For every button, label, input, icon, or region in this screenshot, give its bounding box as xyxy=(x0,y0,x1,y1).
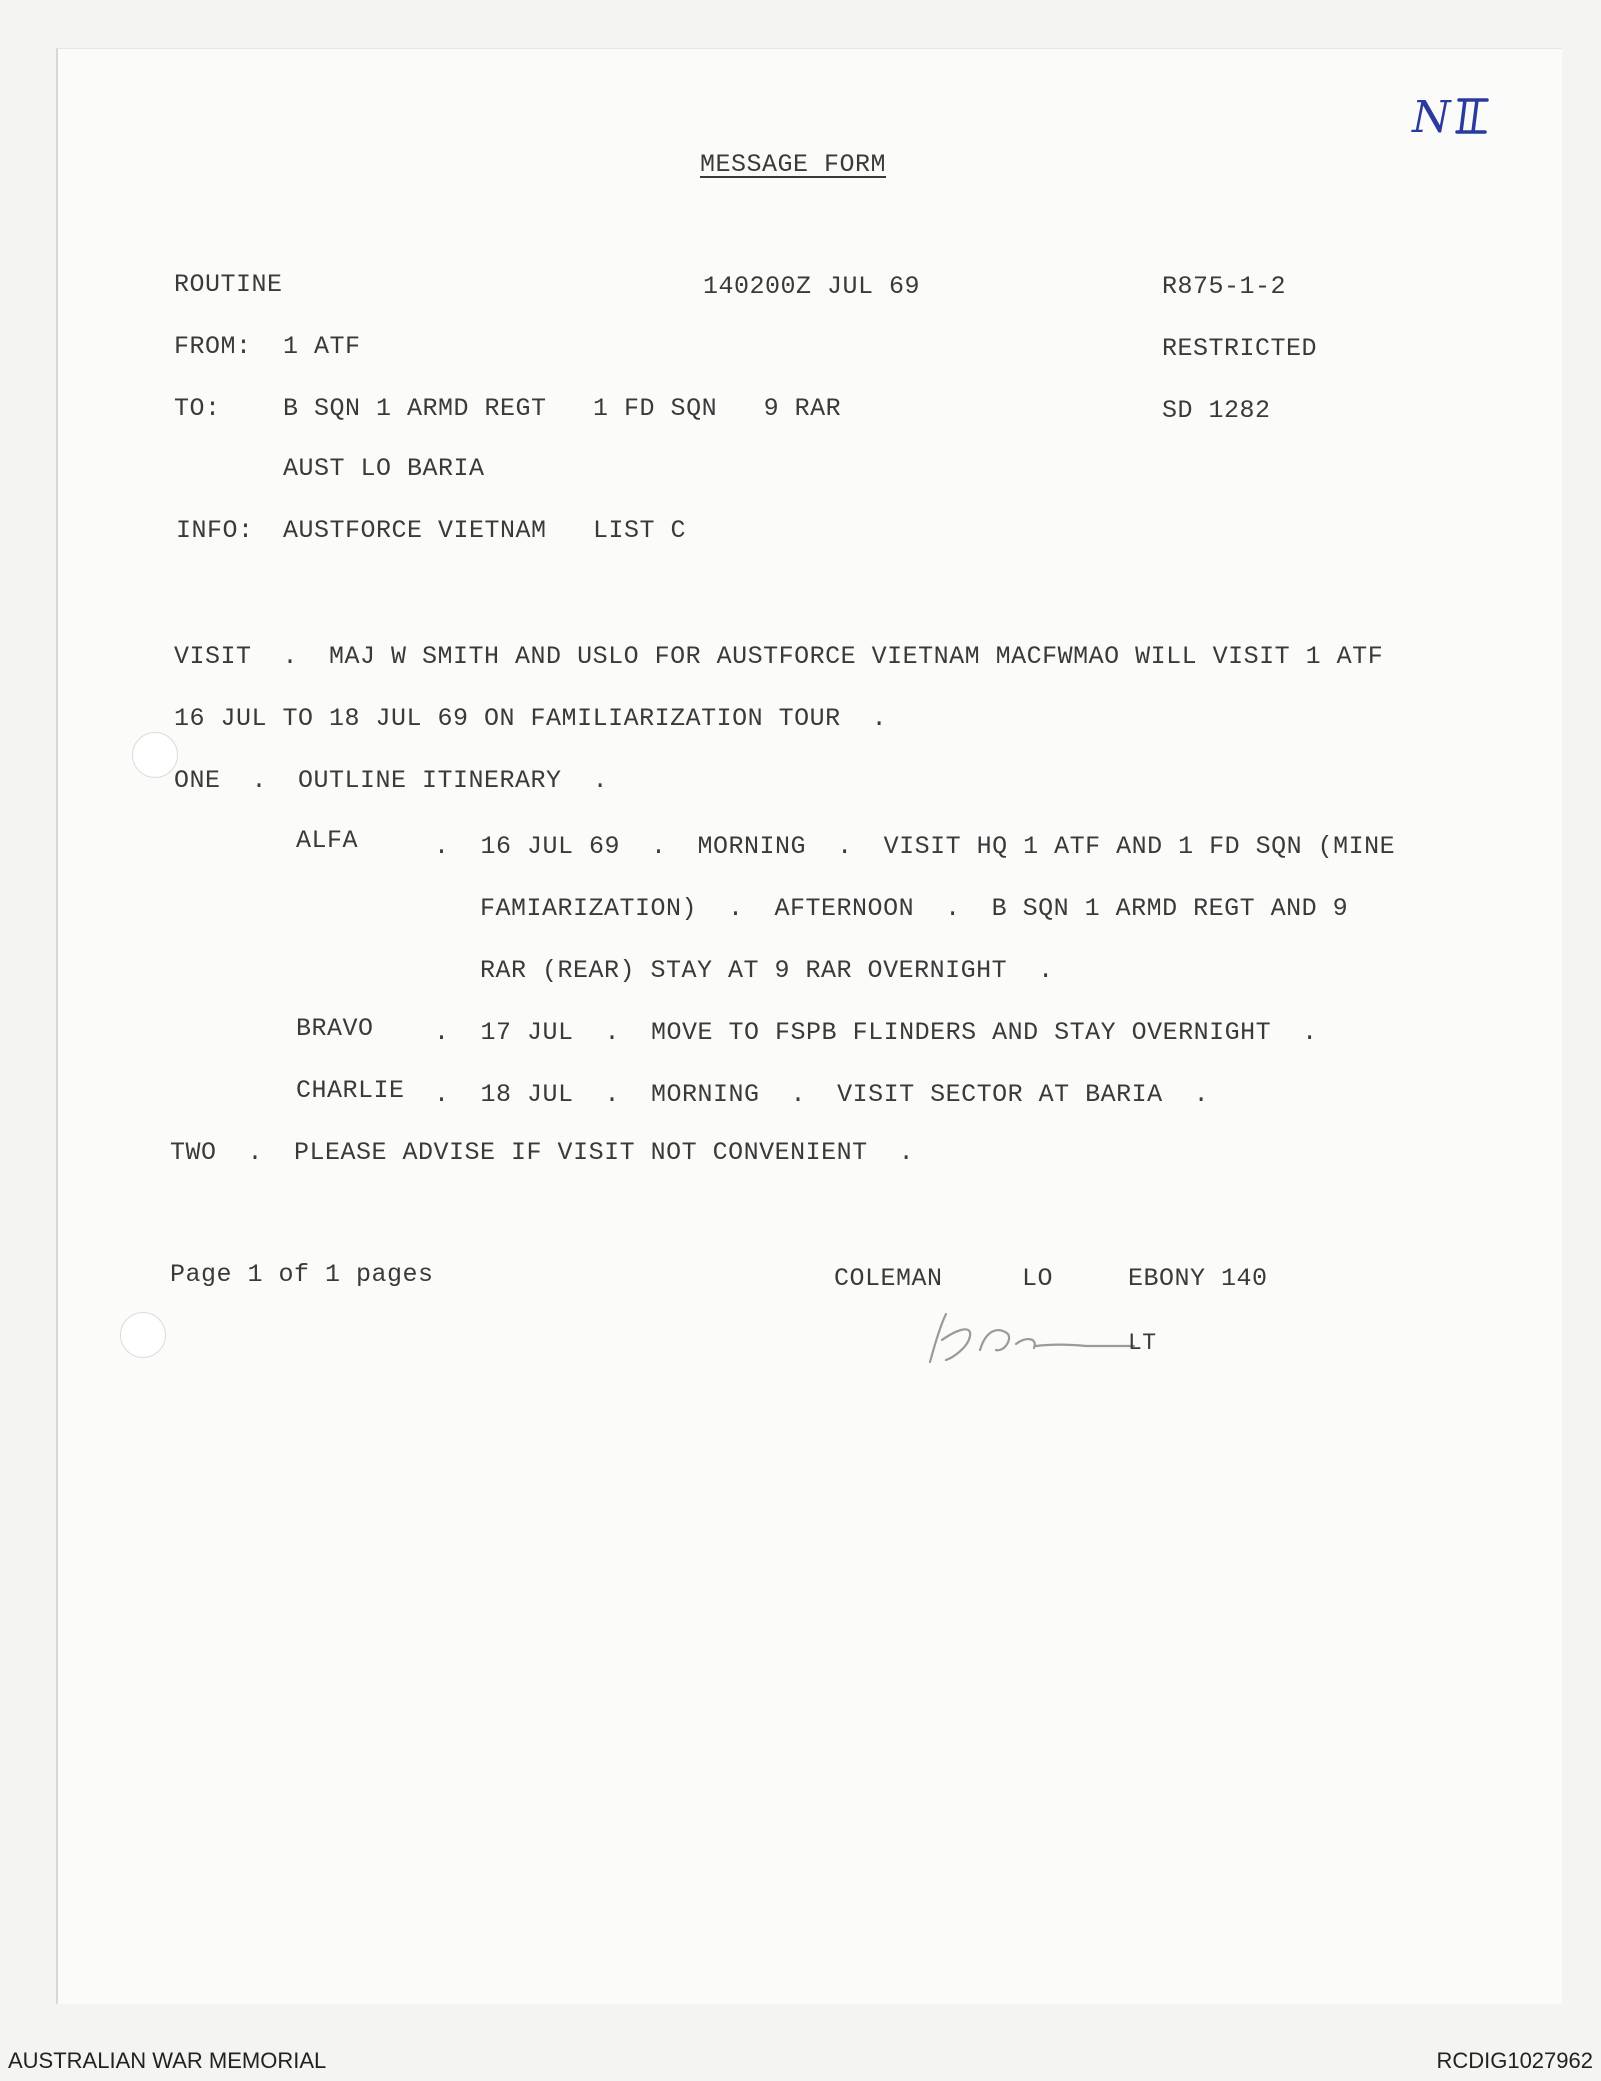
date-time-group: 140200Z JUL 69 xyxy=(703,272,921,301)
footer-reference-id: RCDIG1027962 xyxy=(1436,2048,1593,2073)
file-reference: R875-1-2 xyxy=(1162,272,1287,301)
bravo-label: BRAVO xyxy=(296,1014,374,1043)
from-value: 1 ATF xyxy=(283,332,361,361)
handwritten-annotation xyxy=(1412,92,1491,143)
alfa-line-2: FAMIARIZATION) . AFTERNOON . B SQN 1 ARMD REGT AND 9 xyxy=(480,894,1349,923)
precedence: ROUTINE xyxy=(174,270,283,299)
handwritten-signature xyxy=(916,1300,1156,1380)
to-addressees-line-1: B SQN 1 ARMD REGT 1 FD SQN 9 RAR xyxy=(283,394,842,423)
to-addressees-line-2: AUST LO BARIA xyxy=(283,454,485,483)
classification: RESTRICTED xyxy=(1162,334,1318,363)
bravo-line: . 17 JUL . MOVE TO FSPB FLINDERS AND STAY OVERNIGHT . xyxy=(434,1018,1318,1047)
info-addressees: AUSTFORCE VIETNAM LIST C xyxy=(283,516,687,545)
visit-line-2: 16 JUL TO 18 JUL 69 ON FAMILIARIZATION TOUR . xyxy=(174,704,888,733)
page-count: Page 1 of 1 pages xyxy=(170,1260,434,1289)
footer-archive-name: AUSTRALIAN WAR MEMORIAL xyxy=(8,2048,327,2073)
to-label: TO: xyxy=(174,394,221,423)
originator-telephone: EBONY 140 xyxy=(1128,1264,1268,1293)
charlie-line: . 18 JUL . MORNING . VISIT SECTOR AT BARIA . xyxy=(434,1080,1210,1109)
originator-role: LO xyxy=(1022,1264,1054,1293)
visit-line-1: VISIT . MAJ W SMITH AND USLO FOR AUSTFORCE VIETNAM MACFWMAO WILL VISIT 1 ATF xyxy=(174,642,1384,671)
punch-hole-top xyxy=(132,732,178,778)
form-title: MESSAGE FORM xyxy=(700,150,887,179)
handwritten-numeral-icon xyxy=(1455,94,1491,138)
from-label: FROM: xyxy=(174,332,252,361)
para-two: TWO . PLEASE ADVISE IF VISIT NOT CONVENIENT . xyxy=(170,1138,915,1167)
alfa-line-1: . 16 JUL 69 . MORNING . VISIT HQ 1 ATF AND 1 FD SQN (MINE xyxy=(434,832,1396,861)
alfa-line-3: RAR (REAR) STAY AT 9 RAR OVERNIGHT . xyxy=(480,956,1054,985)
charlie-label: CHARLIE xyxy=(296,1076,405,1105)
info-label: INFO: xyxy=(176,516,254,545)
punch-hole-bottom xyxy=(120,1312,166,1358)
signatory-rank: LT xyxy=(1128,1330,1157,1356)
handwritten-letter: N xyxy=(1412,92,1451,143)
para-one: ONE . OUTLINE ITINERARY . xyxy=(174,766,609,795)
alfa-label: ALFA xyxy=(296,826,359,855)
originator-name: COLEMAN xyxy=(834,1264,943,1293)
serial-number: SD 1282 xyxy=(1162,396,1271,425)
